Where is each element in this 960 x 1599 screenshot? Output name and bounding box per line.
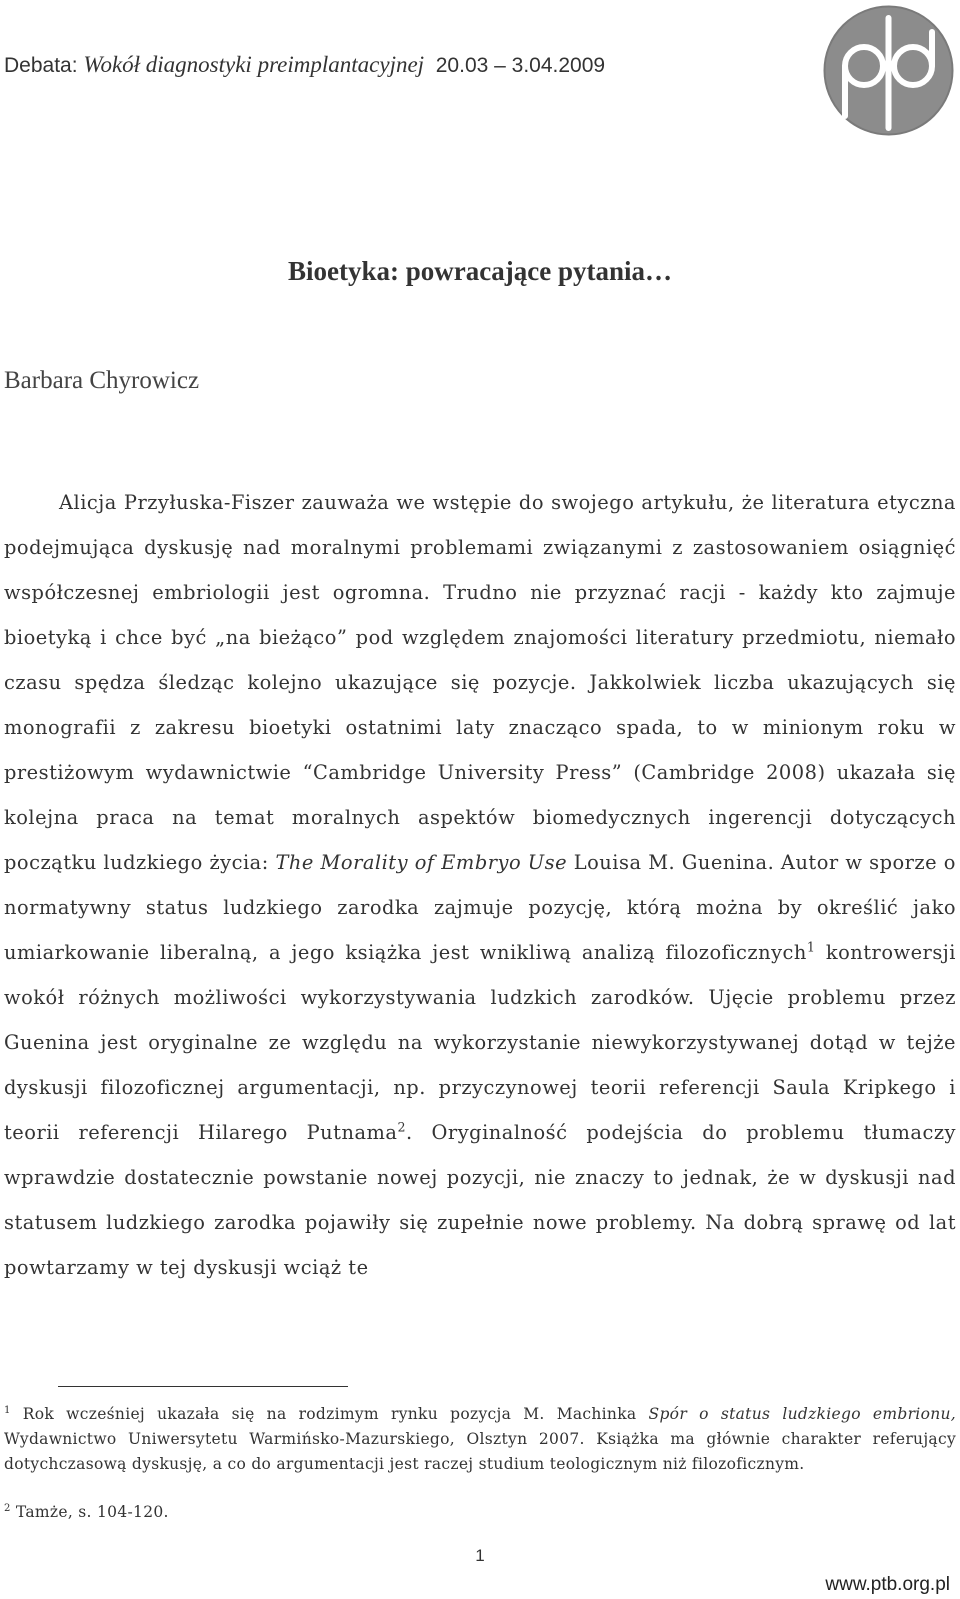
author-name: Barbara Chyrowicz bbox=[4, 367, 200, 394]
page-number: 1 bbox=[475, 1546, 485, 1565]
footnote-2 bbox=[4, 1500, 956, 1525]
footnote-ref-1: 1 bbox=[806, 939, 816, 955]
paragraph-text-3: kontrowersji wokół różnych możliwości wykorzystywania ludzkich zarodków. Ujęcie problemu przez Guenina jest oryginalne ze względu na wykorzystanie niewykorzystywanej dotąd w tejże dyskusji filozoficznej argumentacji, np. przyczynowej teorii referencji Saula Kripkego i teorii referencji Hilarego Putnama bbox=[4, 941, 956, 1144]
running-header bbox=[4, 52, 605, 78]
footnote-1-title: Spór o status ludzkiego embrionu, bbox=[648, 1405, 956, 1423]
main-paragraph bbox=[4, 480, 956, 1290]
paragraph-text-2: Louisa M. Guenina. Autor w sporze o normatywny status ludzkiego zarodka zajmuje pozycję, którą można by określić jako umiarkowanie liberalną, a jego książka jest wnikliwą analizą filozoficznych bbox=[4, 851, 956, 964]
footnote-1-text-a: Rok wcześniej ukazała się na rodzimym rynku pozycja M. Machinka bbox=[10, 1405, 649, 1423]
footnote-1-number: 1 bbox=[4, 1404, 11, 1416]
footnote-2-text: Tamże, s. 104-120. bbox=[10, 1503, 169, 1521]
header-topic: Wokół diagnostyki preimplantacyjnej bbox=[83, 52, 425, 77]
website-url: www.ptb.org.pl bbox=[825, 1574, 950, 1595]
header-prefix: Debata: bbox=[4, 54, 84, 77]
paragraph-text-1: Alicja Przyłuska-Fiszer zauważa we wstępie do swojego artykułu, że literatura etyczna podejmująca dyskusję nad moralnymi problemami związanymi z zastosowaniem osiągnięć współczesnej embriologii jest ogromna. Trudno nie przyznać racji - każdy kto zajmuje bioetyką i chce być „na bieżąco” pod względem znajomości literatury przedmiotu, niemało czasu spędza śledząc kolejno ukazujące się pozycje. Jakkolwiek liczba ukazujących się monografii z zakresu bioetyki ostatnimi laty znacząco spada, to w minionym roku w prestiżowym wydawnictwie “Cambridge University Press” (Cambridge 2008) ukazała się kolejna praca na temat moralnych aspektów biomedycznych ingerencji dotyczących początku ludzkiego życia: bbox=[4, 491, 956, 874]
footnote-1-text-b: Wydawnictwo Uniwersytetu Warmińsko-Mazurskiego, Olsztyn 2007. Książka ma głównie charakter referujący dotychczasową dyskusję, a co do argumentacji jest raczej studium teologicznym niż filozoficznym. bbox=[4, 1430, 956, 1473]
footnote-2-number: 2 bbox=[4, 1502, 11, 1514]
paragraph-text-4: . Oryginalność podejścia do problemu tłumaczy wprawdzie dostatecznie powstanie nowej pozycji, nie znaczy to jednak, że w dyskusji nad statusem ludzkiego zarodka pojawiły się zupełnie nowe problemy. Na dobrą sprawę od lat powtarzamy w tej dyskusji wciąż te bbox=[4, 1121, 956, 1279]
book-title: The Morality of Embryo Use bbox=[275, 851, 568, 874]
footnote-1 bbox=[4, 1402, 956, 1477]
footnote-divider bbox=[58, 1386, 348, 1387]
footnote-ref-2: 2 bbox=[397, 1119, 406, 1135]
ptb-logo-icon bbox=[822, 4, 955, 137]
document-title: Bioetyka: powracające pytania… bbox=[288, 256, 672, 286]
header-dates: 20.03 – 3.04.2009 bbox=[435, 54, 606, 77]
